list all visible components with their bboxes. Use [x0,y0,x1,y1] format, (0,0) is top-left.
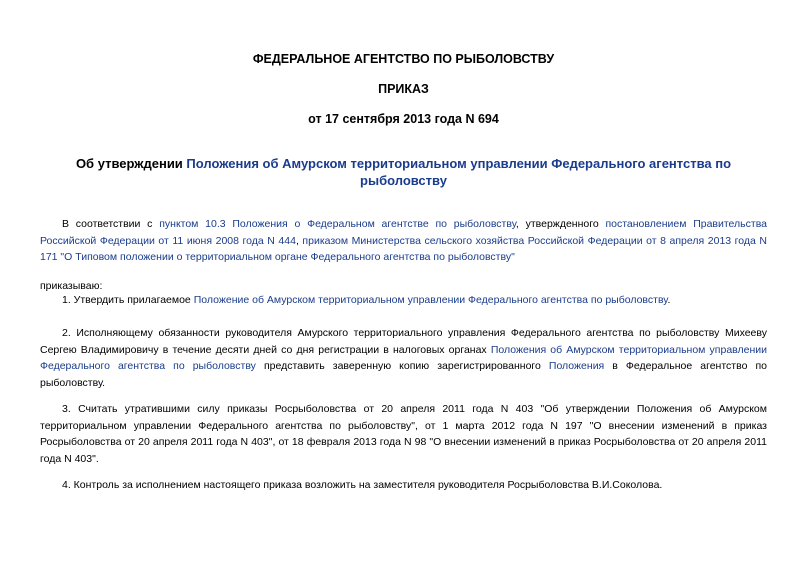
document-type-heading: ПРИКАЗ [378,82,429,96]
agency-heading: ФЕДЕРАЛЬНОЕ АГЕНТСТВО ПО РЫБОЛОВСТВУ [252,52,555,66]
order-item-4: 4. Контроль за исполнением настоящего приказа возложить на заместителя руководителя Росрыболовства В.И.Соколова. [62,479,663,491]
order-item-2 [40,325,767,391]
order-item-1 [40,292,767,309]
basis-text-2: , утвержденного [515,218,606,230]
basis-paragraph [40,216,767,266]
title-prefix: Об утверждении [75,156,187,171]
item1-text-1: 1. Утвердить прилагаемое [62,294,194,306]
item2-regulation-link[interactable]: Положения об Амурском территориальном управлении Федерального агентства по рыболовству [40,343,767,372]
order-word: приказываю: [40,280,103,292]
document-date-number: от 17 сентября 2013 года N 694 [308,112,499,126]
basis-link-resolution[interactable]: постановлением Правительства Российской Федерации от 11 июня 2008 года N 444 [40,218,768,247]
basis-link-clause[interactable]: пунктом 10.3 Положения о Федеральном агентстве по рыболовству [159,218,516,230]
item2-regulation-short-link[interactable]: Положения [548,360,605,372]
item2-text-2: представить заверенную копию зарегистрированного [255,360,549,372]
title-regulation-link[interactable]: Положения об Амурском территориальном управлении Федерального агентства по рыболовству [186,156,732,188]
basis-text-3: , [295,234,303,247]
document-title [40,155,767,189]
order-item-3: 3. Считать утратившими силу приказы Росрыболовства от 20 апреля 2011 года N 403 "Об утверждении Положения об Амурском территориальном управлении Федерального агентства по рыболовству", от 1 марта 2012 года N 197 "О внесении изменений в приказ Росрыболовства от 20 апреля 2011 года N 403", от 18 февраля 2013 года N 98 "О внесении изменений в приказ Росрыболовства от 20 апреля 2011 года N 403". [40,403,767,465]
basis-link-order[interactable]: приказом Министерства сельского хозяйства Российской Федерации от 8 апреля 2013 года N 171 "О Типовом положении о территориальном органе Федерального агентства по рыболовству" [40,234,767,263]
item1-regulation-link[interactable]: Положение об Амурском территориальном управлении Федерального агентства по рыболовству [193,294,668,306]
item2-text-1: 2. Исполняющему обязанности руководителя Амурского территориального управления Федерального агентства по рыболовству Михееву Сергею Владимировичу в течение десяти дней со дня регистрации в налоговых органах [40,327,767,356]
basis-text-1: В соответствии с [62,218,160,230]
item1-text-2: . [667,294,671,306]
item2-text-3: в Федеральное агентство по рыболовству. [40,360,767,389]
